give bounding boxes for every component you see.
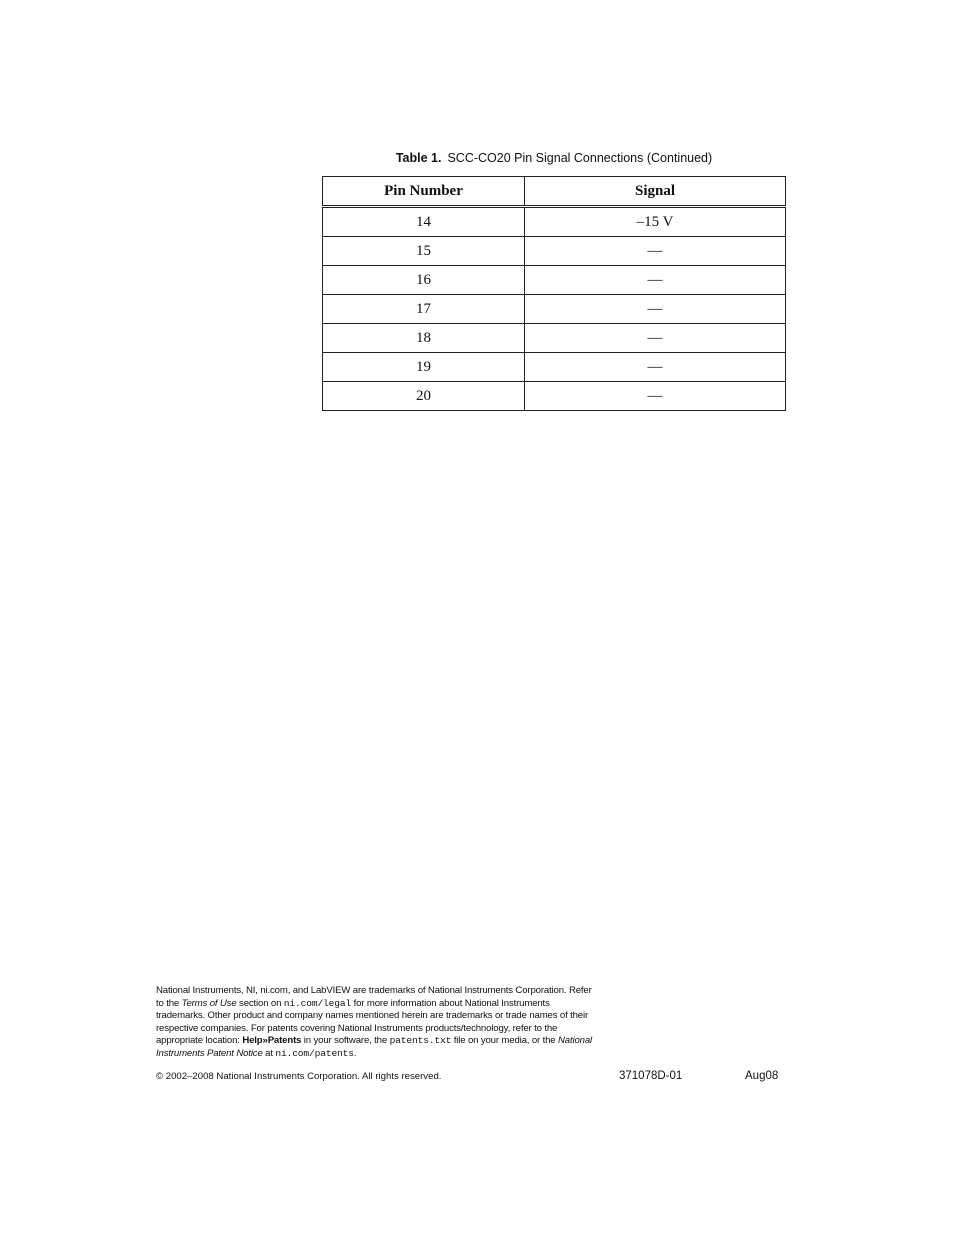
signal-cell: — [525,353,786,382]
help-patents-path: Help»Patents [242,1035,302,1046]
pin-number-cell: 17 [323,295,525,324]
part-number: 371078D-01 [619,1070,683,1082]
notice-text: in your software, the [301,1035,390,1046]
signal-cell: — [525,382,786,411]
table-row [323,266,786,295]
table-row [323,382,786,411]
signal-cell: –15 V [525,207,786,237]
table-caption [322,150,786,166]
copyright-notice: © 2002–2008 National Instruments Corporation. All rights reserved. [156,1071,442,1082]
pin-number-cell: 16 [323,266,525,295]
patents-file-name: patents.txt [389,1035,452,1046]
column-header-signal: Signal [525,177,786,207]
publication-date: Aug08 [745,1070,779,1082]
notice-text: National Instruments, NI, ni.com, and LabVIEW are trademarks of National Instruments Corporation. Refer to the [156,985,592,1009]
pin-number-cell: 18 [323,324,525,353]
table-caption-text: SCC-CO20 Pin Signal Connections (Continued) [447,151,713,165]
trademark-notice [156,985,596,1060]
table-row [323,324,786,353]
notice-text: for more information about National Instruments trademarks. Other product and company names mentioned herein are trademarks or trade names of their respective companies. For patents covering National Instruments products/technology, refer to the appropriate location: [156,997,589,1046]
pin-number-cell: 19 [323,353,525,382]
table-row [323,353,786,382]
pin-number-cell: 15 [323,237,525,266]
notice-text: . [353,1047,357,1059]
table-row [323,295,786,324]
signal-cell: — [525,295,786,324]
signal-cell: — [525,237,786,266]
signal-cell: — [525,324,786,353]
signal-cell: — [525,266,786,295]
legal-url: ni.com/legal [283,997,352,1009]
notice-text: at [262,1047,276,1059]
table-caption-label: Table 1. [395,151,442,165]
table-row [323,207,786,237]
table-row [323,237,786,266]
patents-url: ni.com/patents [275,1047,354,1059]
patent-notice-ref: National Instruments Patent Notice [156,1035,592,1059]
terms-of-use-ref: Terms of Use [181,997,237,1009]
pin-number-cell: 14 [323,207,525,237]
notice-text: section on [236,997,284,1009]
pin-signal-table [322,176,786,411]
notice-text: file on your media, or the [451,1035,558,1046]
pin-number-cell: 20 [323,382,525,411]
column-header-pin-number: Pin Number [323,177,525,207]
table-header-row [323,177,786,207]
